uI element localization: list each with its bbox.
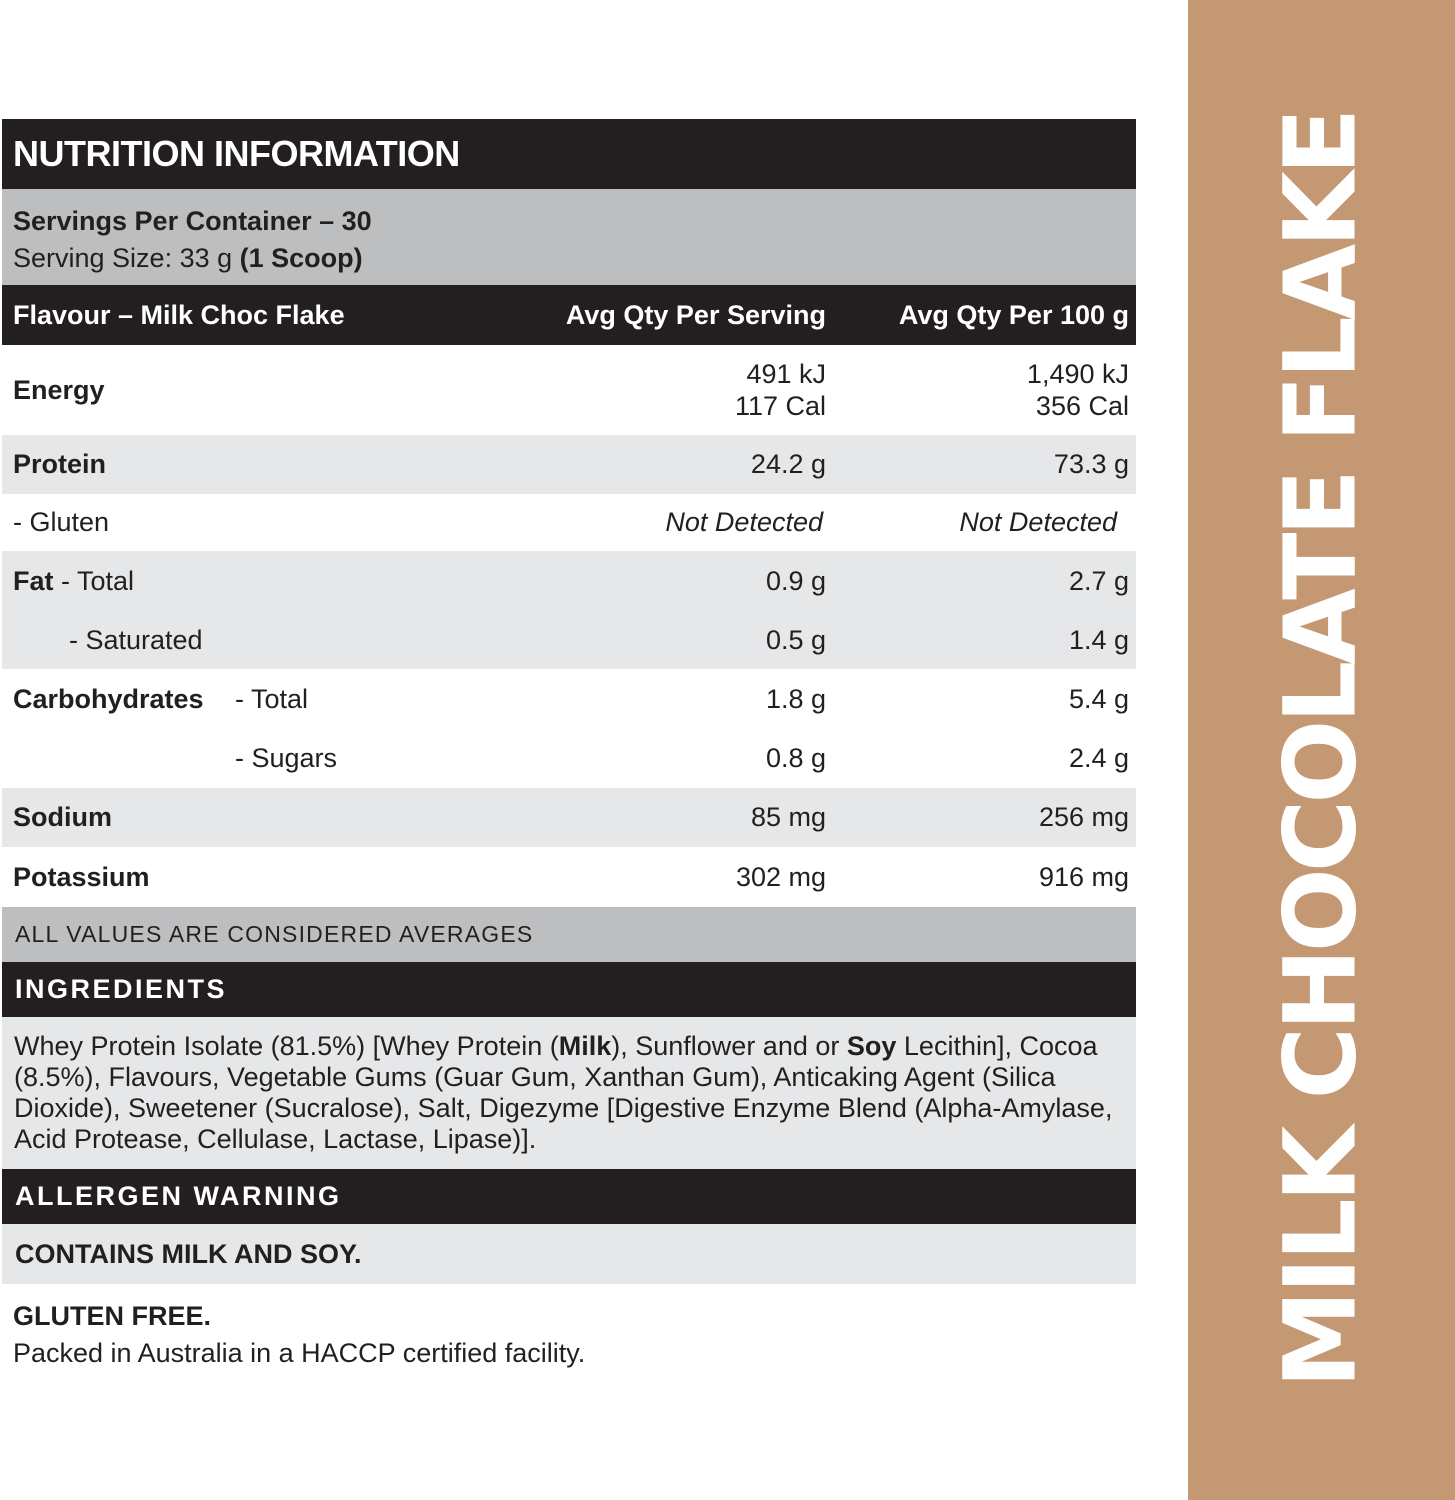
table-row-potassium: Potassium 302 mg 916 mg [13, 861, 1129, 892]
flavour-side-label: MILK CHOCOLATE FLAKE [1263, 111, 1379, 1389]
ingredients-text: Whey Protein Isolate (81.5%) [Whey Protein (Milk), Sunflower and or Soy Lecithin], Cocoa (8.5%), Flavours, Vegetable Gums (Guar Gum, Xanthan Gum), Anticaking Agent (Silica Dioxide), Sweetener (Sucralose), Salt, Digezyme [Digestive Enzyme Blend (Alpha-Amylase, Acid Protease, Cellulase, Lactase, Lipase)]. [2, 1017, 1136, 1169]
header-flavour: Flavour – Milk Choc Flake [13, 299, 345, 330]
allergen-contains: CONTAINS MILK AND SOY. [2, 1224, 1136, 1284]
ingredients-heading: INGREDIENTS [2, 962, 1136, 1017]
table-header [2, 285, 1136, 345]
servings-info [2, 189, 1136, 285]
header-per-serving: Avg Qty Per Serving [565, 299, 826, 330]
table-row-sodium: Sodium 85 mg 256 mg [2, 788, 1136, 847]
table-row-protein: Protein 24.2 g 73.3 g [2, 435, 1136, 494]
packed-statement: Packed in Australia in a HACCP certified facility. [13, 1338, 586, 1368]
table-row-carbs-sugars: - Sugars 0.8 g 2.4 g [235, 743, 1129, 773]
flavour-side-banner [1188, 0, 1455, 1500]
table-row-fat-saturated: - Saturated 0.5 g 1.4 g [69, 624, 1129, 655]
gluten-free-label: GLUTEN FREE. [13, 1301, 212, 1331]
footer [2, 1284, 1136, 1372]
header-per-100g: Avg Qty Per 100 g [898, 299, 1129, 330]
table-row-energy: Energy 491 kJ 117 Cal 1,490 kJ 356 Cal [13, 359, 1129, 421]
nutrition-title: NUTRITION INFORMATION [2, 119, 1136, 189]
table-row-fat-total: Fat - Total 0.9 g 2.7 g [13, 565, 1129, 596]
allergen-heading: ALLERGEN WARNING [2, 1169, 1136, 1224]
table-row-carbs-total: Carbohydrates - Total 1.8 g 5.4 g [13, 683, 1129, 714]
table-row-gluten: - Gluten Not Detected Not Detected [13, 507, 1117, 537]
averages-note: ALL VALUES ARE CONSIDERED AVERAGES [2, 907, 1136, 962]
serving-size: Serving Size: 33 g (1 Scoop) [13, 243, 363, 273]
fat-group [2, 551, 1136, 669]
nutrition-panel [2, 119, 1136, 1372]
servings-per-container: Servings Per Container – 30 [13, 206, 372, 236]
